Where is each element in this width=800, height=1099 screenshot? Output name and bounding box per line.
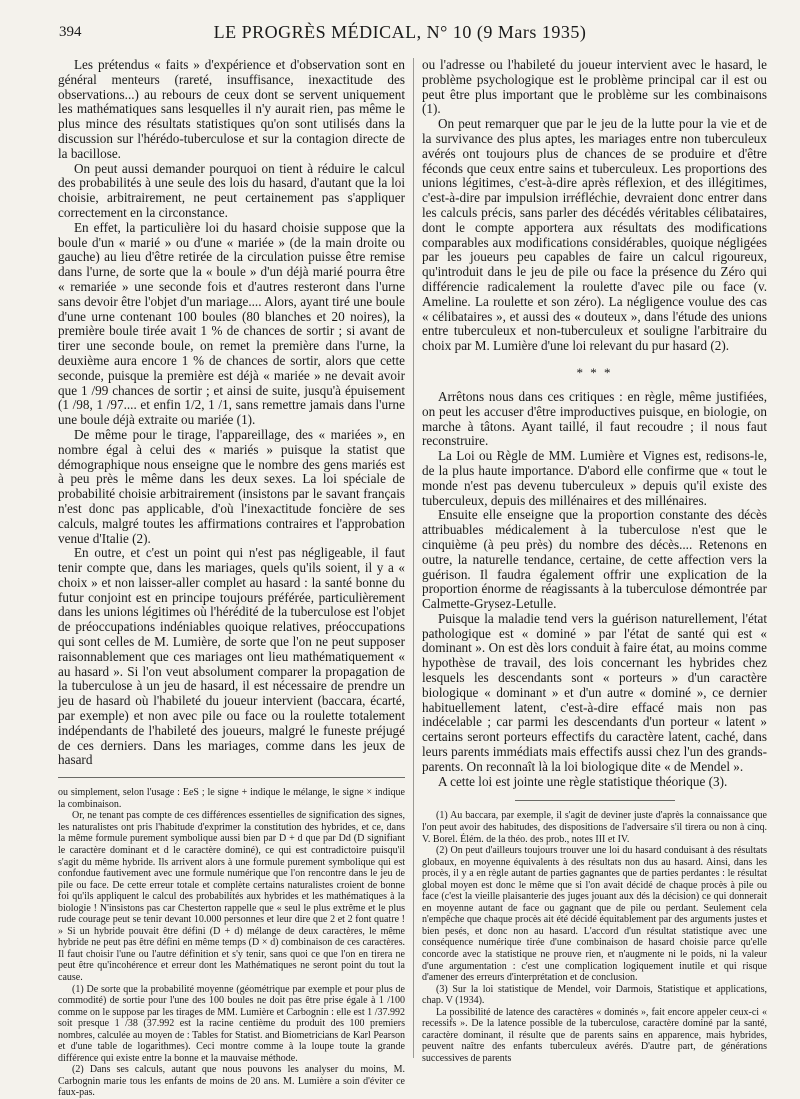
footnote: (2) On peut d'ailleurs toujours trouver une loi du hasard conduisant à des résultats globaux, en moyenne équivalents à des résultats non dus au hasard. Ainsi, dans les procès, il y a en règle autant de parties gagnantes que de parties perdantes : le résultat global moyen est donc le même que si l'on avait décidé de chaque procès à pile ou face (c'est la vieille plaisanterie des juges jouant aux dés la décision) ce qui donnerait en moyenne autant de face ou gagnant que de pile ou perdant. Seulement cela n'empêche que chaque procès ait été décidé équitablement par des arguments justes et bien pesés, et donc non au hasard. L'accord d'un résultat statistique avec une conséquence numérique tirée d'une combinaison de hasard choisie parce qu'elle concorde avec la statistique ne prouve rien, et n'augmente ni le poids, ni la valeur d'une argumentation : c'est une complication logiquement inutile et qui risque d'amener des erreurs d'interprétation et de conclusion. bbox=[422, 845, 767, 984]
paragraph: A cette loi est jointe une règle statistique théorique (3). bbox=[438, 773, 728, 789]
footnote: (1) De sorte que la probabilité moyenne (géométrique par exemple et pour plus de commodité) de sortie pour l'une des 100 boules ne doit pas être prise égale à 1 /100 comme on le suppose par les tirages de MM. Lumière et Carbognin : elle est 1 /37.992 soit presque 1 /38 (37.992 est la racine centième du produit des 100 premiers nombres, calculée au moyen de : Tables for Statist. and Biometricians de Karl Pearson et d'une table de logarithmes). Ceci montre comme à la loupe toute la grande différence qui existe entre la bonne et la mauvaise méthode. bbox=[58, 983, 405, 1064]
paragraph: En effet, la particulière loi du hasard choisie suppose que la boule d'un « marié » ou d'une « mariée » (de la main droite ou gauche) au lieu d'être retirée de la circulation puisse être remise dans l'urne, de sorte que la « boule » d'un déjà marié pourra être « remariée » une seconde fois et d'autres resteront dans l'urne sans devoir être l'objet d'un mariage.... Alors, ayant tiré une boule d'une urne contenant 100 boules (80 blanches et 20 noires), la première boule tirée avait 1 % de chances de sortir ; si avant de tirer une seconde boule, on remet la première dans l'urne, la deuxième aura encore 1 % de chances de sortir, alors que cette seconde, puisque la première est déjà « mariée » ne devait avoir que 1 /99 chances de sortir ; et ainsi de suite, jusqu'à épuisement (1 /98, 1 /97.... et enfin 1/2, 1 /1, sans remettre jamais dans l'urne une boule déjà extraite ou mariée (1). bbox=[58, 219, 405, 428]
paragraph: ou l'adresse ou l'habileté du joueur intervient avec le hasard, le problème psychologique est le problème principal car il est ou peut être plus important que le problème sur les combinaisons (1). bbox=[422, 57, 767, 117]
page-number: 394 bbox=[59, 24, 82, 40]
footnote: Or, ne tenant pas compte de ces différences essentielles de signification des signes, les naturalistes ont pris l'habitude d'exprimer la constitution des hybrides, et ce, dans la même formule purement symbolique aussi bien par D + d que par Dd (D signifiant le caractère dominant et d le caractère dominé), ce qui est contradictoire puisqu'il s'agit du même hybride. Ils arrivent alors à une formule purement symbolique qui est confondue fautivement avec une formule numérique que l'on rencontre dans le jeu de pile ou face. De cette erreur totale et complète certains naturalistes croient de bonne foi qu'ils appliquent le calcul des probabilités aux hybrides et les mathématiques à la biologie ! N'insistons pas car Chesterton rappelle que « seul le plus extrême et le plus rude courage peut se tenir devant 10.000 personnes et leur dire que 2 et 2 font quatre ! » Si un hybride pouvait être défini (D + d) mélange de deux caractères, le même hybride ne peut pas être défini en même temps (D × d) combinaison de ces caractères. Il faut choisir l'une ou l'autre définition et s'y tenir, sans quoi ce que l'on en tirera ne peut être qu'incohérence et erreur dont les Mathématiques ne seront point du tout la cause. bbox=[58, 810, 405, 983]
section-separator: * * * bbox=[576, 364, 613, 380]
left-column bbox=[58, 58, 405, 1099]
paragraph: Ensuite elle enseigne que la proportion constante des décès attribuables médicalement à la tuberculose n'est que le cinquième (à peu près) du nombre des décès.... Retenons en outre, la naturelle tendance, certaine, de cette affection vers la guérison. Il faudra également offrir une explication de la proportion énorme de réagissants à la tuberculose démontrée par Calmette-Grysez-Letulle. bbox=[422, 507, 767, 612]
footnote-rule bbox=[515, 800, 675, 801]
left-body-text bbox=[58, 58, 405, 768]
footnote-rule bbox=[58, 777, 405, 778]
paragraph: De même pour le tirage, l'appareillage, des « mariées », en nombre égal à celui des « mariés » puisque la statist que démographique nous enseigne que le nombre des gens mariés est à peu près le même dans les deux sexes. La loi spéciale de probabilité choisie arbitrairement (insistons par le savant français n'est donc pas applicable, d'où l'inexactitude foncière de ses calculs, malgré toutes les affirmations contraires et l'approbation venue d'Italie (2). bbox=[58, 426, 405, 546]
footnote: (3) Sur la loi statistique de Mendel, voir Darmois, Statistique et applications, chap. V (1934). bbox=[422, 983, 767, 1007]
paragraph: Arrêtons nous dans ces critiques : en règle, même justifiées, on peut les accuser d'être improductives puisque, en biologie, on marche à tâtons. Ayant taillé, il faut recoudre ; il nous faut reconstruire. bbox=[422, 388, 767, 449]
page-header bbox=[0, 0, 800, 44]
footnote: (1) Au baccara, par exemple, il s'agit de deviner juste d'après la connaissance que l'on peut avoir des habitudes, des dispositions de l'adversaire s'il tirera ou non à cinq. V. Borel. Élém. de la théo. des prob., notes III et IV. bbox=[422, 810, 767, 845]
paragraph: Les prétendus « faits » d'expérience et d'observation sont en général menteurs (rareté, insuffisance, inexactitude des observations...) au rebours de ceux dont se servent uniquement les mathématiques sans lesquelles il n'y aurait rien, pas même le plus mince des résultats statistiques qu'on sont utilisés dans la discussion sur l'hérédo-tuberculose et sur la contagion directe de la bacillose. bbox=[58, 57, 405, 161]
left-footnotes bbox=[58, 787, 405, 1099]
right-footnotes bbox=[422, 810, 767, 1064]
paragraph: Puisque la maladie tend vers la guérison naturellement, l'état pathologique est « dominé » par l'état de santé qui est « dominant ». On est dès lors conduit à faire état, au moins comme hypothèse de travail, des lois concernant les hybrides chez lesquels les descendants sont « porteurs » d'un caractère biologique « dominant » et d'un autre « dominé », ce dernier habituellement latent, c'est-à-dire effacé mais non pas indécelable ; car parmi les descendants d'un porteur « latent » certains seront porteurs effectifs du caractère latent, caché, dans leurs parents immédiats mais effectifs aussi chez l'un des grands-parents. On reconnaît là la loi biologique dite « de Mendel ». bbox=[422, 610, 767, 774]
footnote: ou simplement, selon l'usage : EeS ; le signe + indique le mélange, le signe × indique la combinaison. bbox=[58, 787, 405, 810]
footnote: La possibilité de latence des caractères « dominés », fait encore appeler ceux-ci « recessifs ». De la latence possible de la tuberculose, caractère dominé par la santé, caractère dominant, il résulte que de parents sains en apparence, mais hybrides, peuvent naître des enfants tuberculeux avérés. D'autre part, de générations successives de parents bbox=[422, 1006, 767, 1064]
paragraph: La Loi ou Règle de MM. Lumière et Vignes est, redisons-le, de la plus haute importance. D'abord elle confirme que « tout le monde n'est pas devenu tuberculeux » depuis qu'il existe des tuberculeux, depuis des millénaires et des millénaires. bbox=[422, 448, 767, 508]
footnote: (2) Dans ses calculs, autant que nous pouvons les analyser du moins, M. Carbognin marie tous les enfants de moins de 20 ans. M. Lumière a soin d'éviter ce faux-pas. bbox=[58, 1064, 405, 1099]
paragraph: On peut aussi demander pourquoi on tient à réduire le calcul des probabilités à une seule des lois du hasard, d'autant que la loi choisie, arbitrairement, ne peut certainement pas s'appliquer correctement en la circonstance. bbox=[58, 160, 405, 220]
right-column bbox=[422, 58, 767, 1064]
column-divider bbox=[413, 58, 414, 1058]
paragraph: On peut remarquer que par le jeu de la lutte pour la vie et de la survivance des plus aptes, les mariages entre non tuberculeux avérés ont toujours plus de chances de se produire et d'être féconds que ceux entre sains et tuberculeux. Les proportions des unions légitimes, c'est-à-dire après réflexion, et des illégitimes, c'est-à-dire par impulsion irréfléchie, devraient donc entrer dans les calculs précis, sans parler des décédés véritables célibataires, dont le compte apportera aux résultats des modifications comparables aux modifications considérables, quoique négligées par les joueurs peu capables de faire un calcul rigoureux, qu'introduit dans le jeu de pile ou face la présence du Zéro qui différencie radicalement la roulette d'avec pile ou face (v. Ameline. La roulette et son zéro). La négligence voulue des cas « célibataires », et aussi des « douteux », dans l'étude des unions entre tuberculeux et non-tuberculeux et souligne l'arbitraire du choix par M. Lumière d'une loi relevant du pur hasard (2). bbox=[422, 116, 767, 354]
paragraph: En outre, et c'est un point qui n'est pas négligeable, il faut tenir compte que, dans les mariages, quels qu'ils soient, il y a « choix » et non laisser-aller complet au hasard : la santé bonne du futur conjoint est en principe toujours préférée, particulièrement dans les unions légitimes où l'hérédité de la tuberculose est l'objet de préoccupations indéniables quoique relatives, préoccupations qui sont celles de M. Lumière, de sorte que l'on ne peut supposer raisonnablement que ces mariages ont lieu mathématiquement « au hasard ». Si l'on veut absolument comparer la propagation de la tuberculose à un jeu de hasard, il est nécessaire de prendre un jeu de hasard où l'habileté du joueur intervient (baccara, écarté, par exemple) et non avec pile ou face ou la roulette totalement indépendants de l'habileté des joueurs, malgré le funeste préjugé de ces derniers. Dans les mariages, comme dans les jeux de hasard bbox=[58, 545, 405, 768]
right-body-text bbox=[422, 58, 767, 789]
journal-title: LE PROGRÈS MÉDICAL, N° 10 (9 Mars 1935) bbox=[213, 22, 587, 42]
